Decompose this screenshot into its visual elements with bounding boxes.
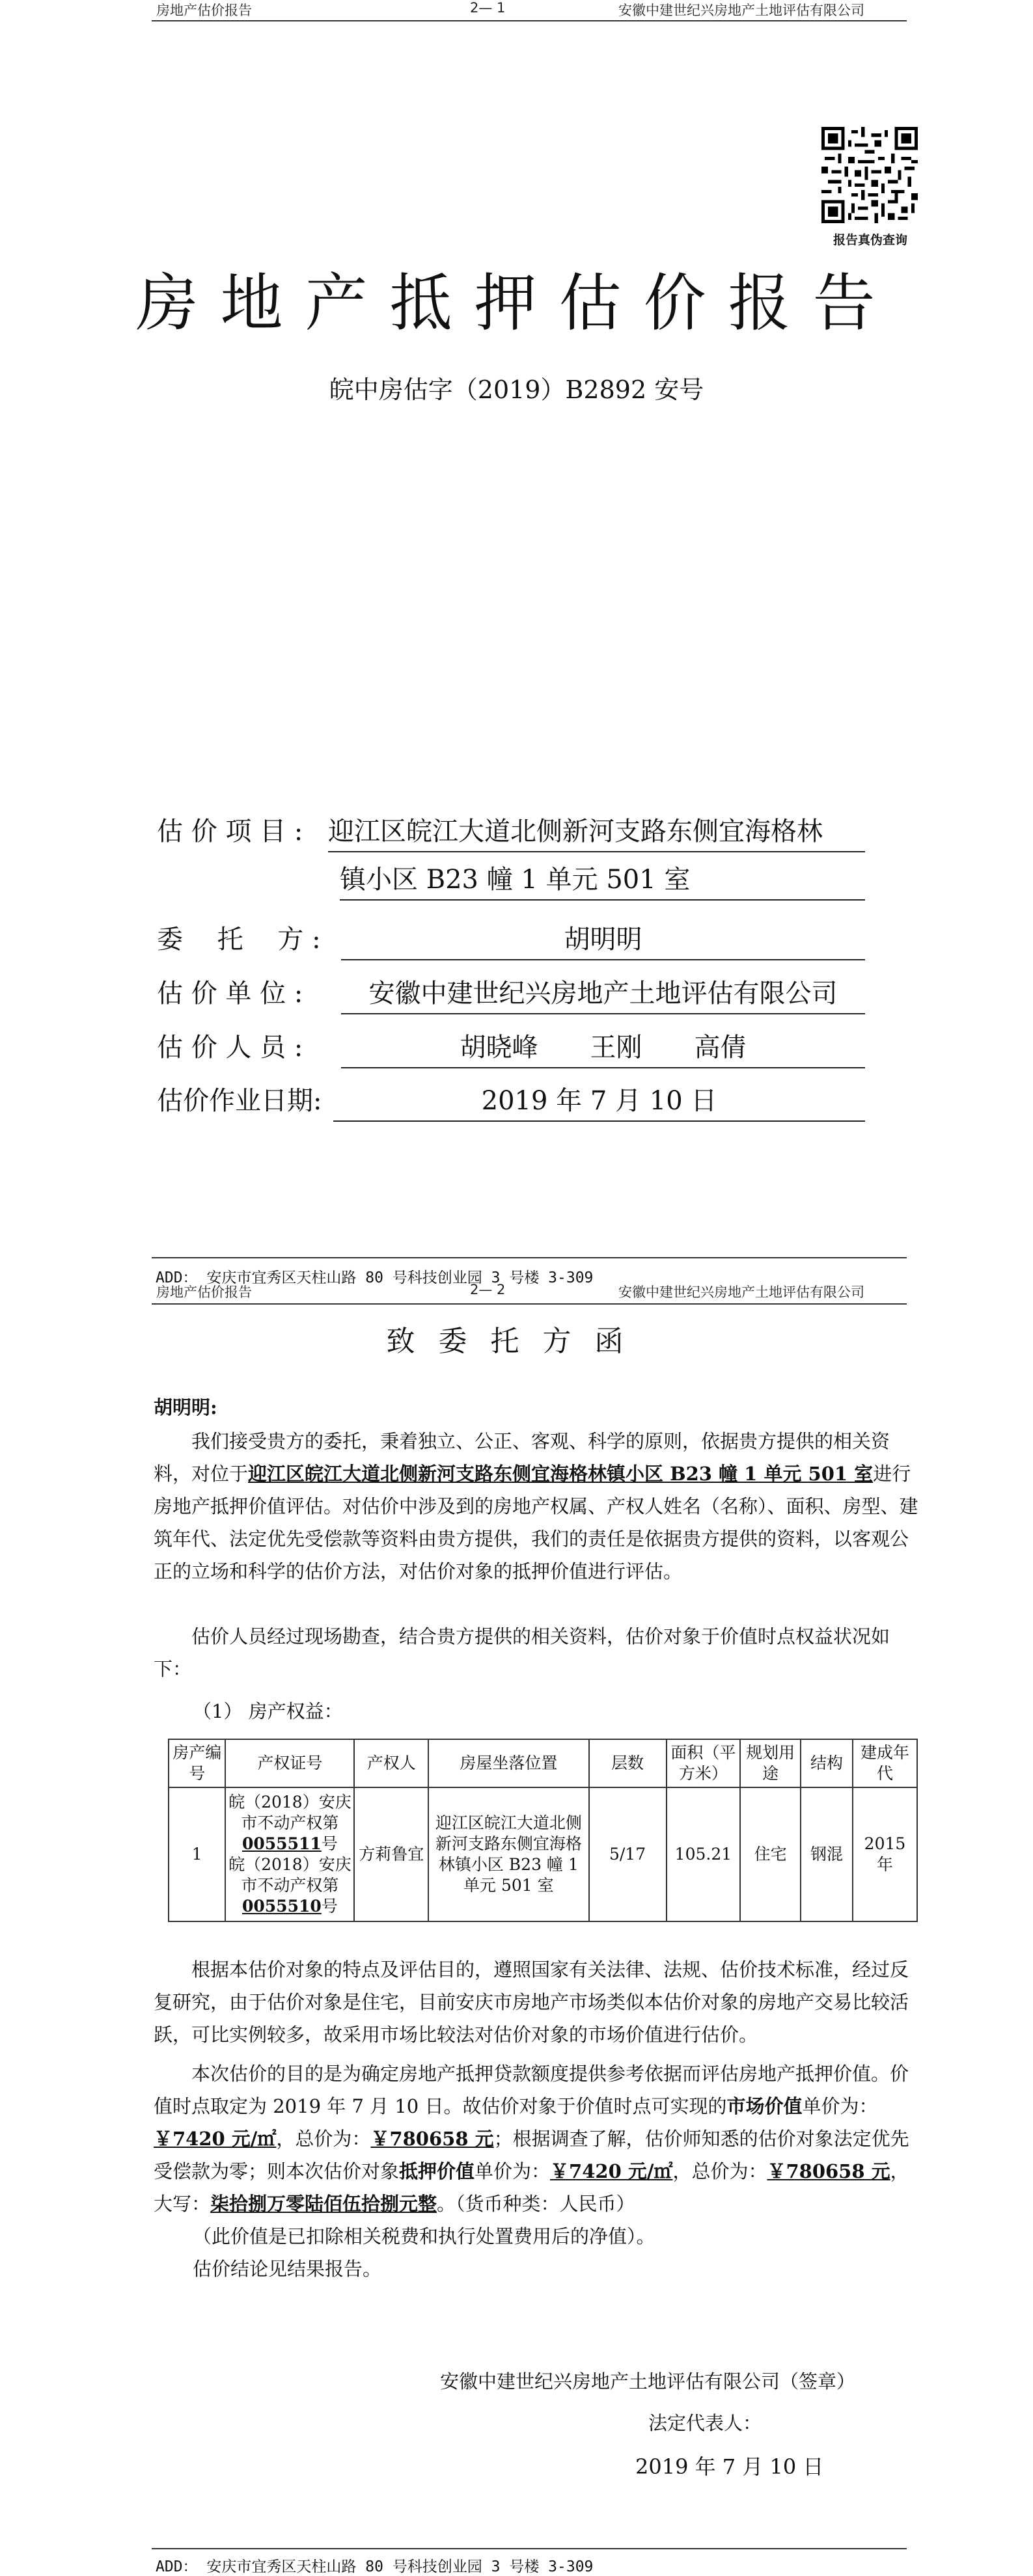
page1-header-left: 房地产估价报告	[156, 3, 252, 18]
cert-a-prefix: 皖（2018）安庆市不动产权第	[228, 1793, 351, 1832]
page1-header-right: 安徽中建世纪兴房地产土地评估有限公司	[618, 3, 864, 18]
p4-g: ，大写：	[154, 2160, 909, 2215]
field-project-value-1: 迎江区皖江大道北侧新河支路东侧宜海格林	[328, 812, 865, 852]
field-work-date-label: 估价作业日期:	[157, 1086, 322, 1116]
page2-footer-address: ADD： 安庆市宜秀区天柱山路 80 号科技创业园 3 号楼 3-309	[156, 2558, 594, 2575]
p1-text-a: 我们接受贵方的委托，秉着独立、公正、客观、科学的原则，依据贵方提供的相关资料，对位于	[154, 1430, 890, 1485]
td-cert	[225, 1787, 354, 1921]
p4-a: 本次估价的目的是为确定房地产抵押贷款额度提供参考依据而评估房地产抵押价值。价值时点取定为 2019 年 7 月 10 日。故估价对象于价值时点可实现的	[154, 2063, 909, 2117]
th-structure: 结构	[801, 1739, 853, 1787]
field-project-cont	[157, 860, 892, 899]
rights-subheading: （1） 房产权益：	[193, 1700, 343, 1722]
p4-c: ，总价为：	[276, 2128, 371, 2150]
td-floors: 5/17	[589, 1787, 667, 1921]
th-no: 房产编号	[169, 1739, 225, 1787]
th-location: 房屋坐落位置	[428, 1739, 588, 1787]
cert-b-prefix: 皖（2018）安庆市不动产权第	[228, 1855, 351, 1895]
letter-title: 致委托方函	[386, 1325, 647, 1358]
page2-header-left: 房地产估价报告	[156, 1284, 252, 1300]
cert-b-suffix: 号	[321, 1897, 338, 1916]
td-owner: 方莉鲁宜	[354, 1787, 428, 1921]
td-area: 105.21	[667, 1787, 741, 1921]
p4-market-value-label: 市场价值	[726, 2095, 803, 2117]
p4-mortgage-value-label: 抵押价值	[399, 2160, 475, 2182]
cert-a-number: 0055511	[242, 1834, 322, 1853]
table-header-row	[169, 1739, 917, 1787]
field-project	[157, 812, 892, 851]
field-project-value-2: 镇小区 B23 幢 1 单元 501 室	[340, 860, 865, 901]
td-no: 1	[169, 1787, 225, 1921]
field-appraiser-org	[157, 974, 892, 1013]
table-row	[169, 1787, 917, 1921]
signature-date: 2019 年 7 月 10 日	[635, 2454, 824, 2479]
p4-b: 单价为：	[802, 2095, 878, 2117]
field-appraiser-org-label: 估 价 单 位 :	[157, 979, 303, 1009]
p4-market-total: ￥780658 元	[370, 2128, 494, 2150]
page2-header-right: 安徽中建世纪兴房地产土地评估有限公司	[618, 1284, 864, 1300]
letter-paragraph-2: 估价人员经过现场勘查，结合贵方提供的相关资料，估价对象于价值时点权益状况如下：	[154, 1625, 890, 1680]
field-appraisers-value: 胡晓峰 王刚 高倩	[341, 1028, 865, 1068]
page2-header-page: 2— 2	[470, 1282, 506, 1297]
page1-footer-rule	[152, 1257, 907, 1258]
letter-paragraph-1	[154, 1425, 926, 1588]
page1-header-rule	[152, 20, 907, 21]
p4-e: 单价为：	[475, 2160, 551, 2182]
property-rights-table	[168, 1739, 918, 1922]
th-use: 规划用途	[740, 1739, 801, 1787]
field-work-date-value: 2019 年 7 月 10 日	[333, 1081, 865, 1122]
page2-footer-rule	[152, 2548, 907, 2549]
signature-company: 安徽中建世纪兴房地产土地评估有限公司（签章）	[440, 2370, 856, 2393]
td-use: 住宅	[740, 1787, 801, 1921]
field-project-label: 估 价 项 目 :	[157, 817, 303, 847]
page1-header-page: 2— 1	[470, 0, 506, 16]
signature-representative: 法定代表人：	[648, 2412, 762, 2434]
p4-amount-in-words: 柒拾捌万零陆佰伍拾捌元整	[210, 2193, 437, 2215]
td-location: 迎江区皖江大道北侧新河支路东侧宜海格林镇小区 B23 幢 1 单元 501 室	[428, 1787, 588, 1921]
cert-a-suffix: 号	[321, 1834, 338, 1853]
qr-code-icon[interactable]	[821, 127, 918, 223]
report-number: 皖中房估字（2019）B2892 安号	[329, 375, 704, 404]
p4-d: ；根据调查了解，估价师知悉的估价对象法定优先受偿款为零；则本次估价对象	[154, 2128, 909, 2182]
letter-paragraph-6: 估价结论见结果报告。	[193, 2258, 382, 2280]
field-client-label: 委 托 方 :	[157, 925, 321, 955]
page1-footer-address: ADD： 安庆市宜秀区天柱山路 80 号科技创业园 3 号楼 3-309	[156, 1269, 594, 1286]
cert-b-number: 0055510	[242, 1897, 322, 1916]
letter-paragraph-3: 根据本估价对象的特点及评估目的，遵照国家有关法律、法规、估价技术标准，经过反复研究，由于估价对象是住宅，目前安庆市房地产市场类似本估价对象的房地产交易比较活跃，可比实例较多，故采用市场比较法对估价对象的市场价值进行估价。	[154, 1959, 909, 2046]
letter-salutation: 胡明明:	[154, 1396, 217, 1418]
qr-caption: 报告真伪查询	[833, 233, 907, 247]
field-work-date	[157, 1081, 892, 1120]
p1-property-address: 迎江区皖江大道北侧新河支路东侧宜海格林镇小区 B23 幢 1 单元 501 室	[248, 1463, 874, 1485]
th-area: 面积（平方米）	[667, 1739, 741, 1787]
p4-h: 。（货币种类：人民币）	[437, 2193, 635, 2215]
td-year: 2015 年	[853, 1787, 917, 1921]
th-year: 建成年代	[853, 1739, 917, 1787]
field-appraiser-org-value: 安徽中建世纪兴房地产土地评估有限公司	[341, 974, 865, 1014]
page2-header-rule	[152, 1303, 907, 1305]
letter-paragraph-4	[154, 2057, 926, 2220]
th-cert: 产权证号	[225, 1739, 354, 1787]
th-owner: 产权人	[354, 1739, 428, 1787]
letter-paragraph-5: （此价值是已扣除相关税费和执行处置费用后的净值）。	[193, 2225, 655, 2247]
p4-mortgage-unit-price: ￥7420 元/㎡	[550, 2160, 673, 2182]
p4-market-unit-price: ￥7420 元/㎡	[154, 2128, 277, 2150]
field-client	[157, 920, 892, 959]
p4-f: ，总价为：	[672, 2160, 767, 2182]
field-appraisers-label: 估 价 人 员 :	[157, 1033, 303, 1063]
field-client-value: 胡明明	[341, 920, 865, 960]
field-appraisers	[157, 1028, 892, 1067]
td-structure: 钢混	[801, 1787, 853, 1921]
report-title: 房地产抵押估价报告	[135, 267, 898, 340]
p1-text-b: 进行房地产抵押价值评估。对估价中涉及到的房地产权属、产权人姓名（名称）、面积、房型、建筑年代、法定优先受偿款等资料由贵方提供，我们的责任是依据贵方提供的资料，以客观公正的立场和科学的估价方法，对估价对象的抵押价值进行评估。	[154, 1463, 918, 1582]
p4-mortgage-total: ￥780658 元	[767, 2160, 890, 2182]
th-floors: 层数	[589, 1739, 667, 1787]
